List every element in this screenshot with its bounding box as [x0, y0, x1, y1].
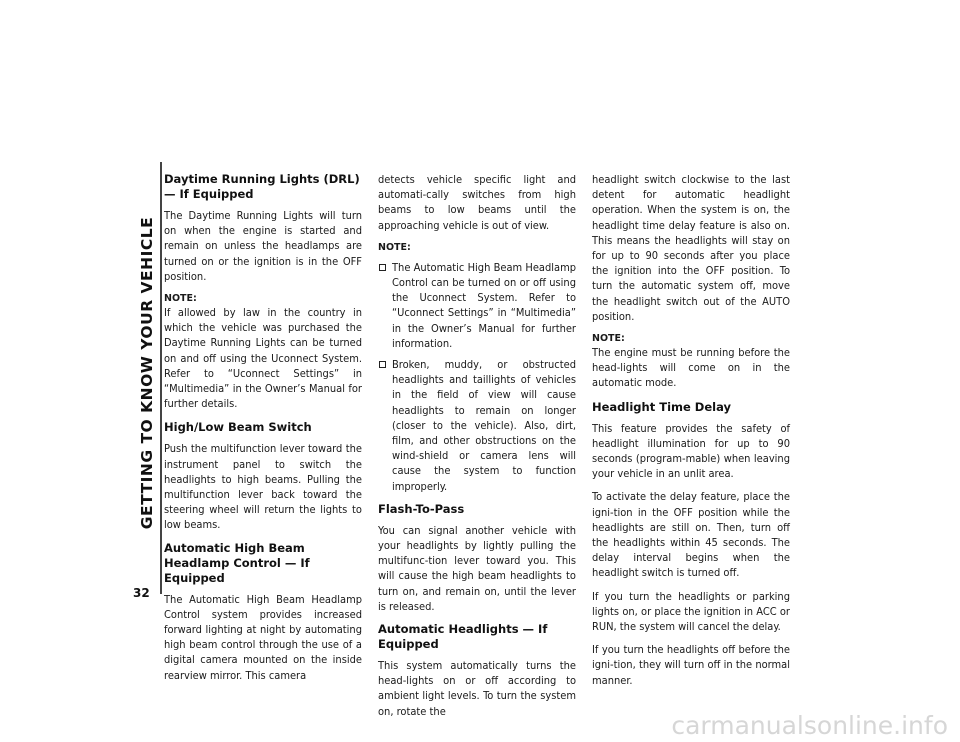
auto-headlights-body: This system automatically turns the head-lights on or off according to ambient light levels. To turn the system on, rotate the	[378, 659, 576, 718]
list-item	[378, 357, 576, 494]
section-title-text: GETTING TO KNOW YOUR VEHICLE	[138, 216, 156, 530]
drl-body: The Daytime Running Lights will turn on when the engine is started and remain on unless the headlamps are turned on or the ignition is in the OFF position.	[164, 209, 362, 283]
auto-headlights-heading: Automatic Headlights — If Equipped	[378, 622, 548, 652]
drl-note	[164, 292, 362, 411]
time-delay-p4: If you turn the headlights off before the igni-tion, they will turn off in the normal manner.	[592, 643, 790, 687]
high-low-heading: High/Low Beam Switch	[164, 420, 312, 435]
bullet-text: Broken, muddy, or obstructed headlights and taillights of vehicles in the field of view will cause headlights to remain on longer (closer to the vehicle). Also, dirt, film, and other obstructions on the wind-shield or camera lens will cause the system to function improperly.	[392, 358, 576, 493]
time-delay-heading: Headlight Time Delay	[592, 399, 731, 414]
page-number: 32	[133, 586, 150, 600]
auto-high-beam-heading: Automatic High Beam Headlamp Control — If Equipped	[164, 540, 310, 585]
drl-heading: Daytime Running Lights (DRL) — If Equipped	[164, 172, 360, 201]
high-low-body: Push the multifunction lever toward the instrument panel to switch the headlights to high beams. Pulling the multifunction lever back toward the steering wheel will return the lights to low beams.	[164, 442, 362, 532]
square-bullet-icon	[379, 361, 386, 368]
column-1	[164, 172, 362, 691]
drl-note-text: If allowed by law in the country in which the vehicle was purchased the Daytime Running Lights can be turned on and off using the Uconnect System. Refer to “Uconnect Settings” in “Multimedia” in the Owner’s Manual for further details.	[164, 306, 362, 411]
site-watermark: carmanualsonline.info	[671, 711, 948, 740]
time-delay-p3: If you turn the headlights or parking lights on, or place the ignition in ACC or RUN, the system will cancel the delay.	[592, 589, 790, 634]
note-label: NOTE:	[378, 241, 411, 253]
column-3	[592, 172, 790, 696]
note-label: NOTE:	[592, 333, 625, 345]
column-2	[378, 172, 576, 727]
auto-headlights-note-text: The engine must be running before the head-lights will come on in the automatic mode.	[592, 346, 790, 390]
time-delay-p1: This feature provides the safety of headlight illumination for up to 90 seconds (program-mable) when leaving your vehicle in an unlit area.	[592, 421, 790, 481]
auto-high-beam-continued: detects vehicle specific light and automati-cally switches from high beams to low beams until the approaching vehicle is out of view.	[378, 173, 576, 232]
note-label: NOTE:	[164, 293, 197, 305]
note-bullet-list	[378, 260, 576, 494]
section-divider	[160, 162, 162, 594]
square-bullet-icon	[379, 264, 386, 271]
time-delay-p2: To activate the delay feature, place the igni-tion in the OFF position while the headlights are still on. Then, turn off the headlights within 45 seconds. The delay interval begins when the headlight switch is turned off.	[592, 490, 790, 580]
flash-to-pass-heading: Flash-To-Pass	[378, 501, 465, 516]
flash-to-pass-body: You can signal another vehicle with your headlights by lightly pulling the multifunc-tion lever toward you. This will cause the high beam headlights to turn on, and remain on, until the lever is released.	[378, 523, 576, 613]
auto-headlights-note	[592, 332, 790, 391]
auto-high-beam-body: The Automatic High Beam Headlamp Control system provides increased forward lighting at night by automating high beam control through the use of a digital camera mounted on the inside rearview mirror. This camera	[164, 592, 362, 682]
auto-headlights-continued: headlight switch clockwise to the last detent for automatic headlight operation. When the system is on, the headlight time delay feature is also on. This means the headlights will stay on for up to 90 seconds after you place the ignition into the OFF position. To turn the automatic system off, move the headlight switch out of the AUTO position.	[592, 173, 790, 323]
bullet-text: The Automatic High Beam Headlamp Control can be turned on or off using the Uconnect System. Refer to “Uconnect Settings” in “Multimedia” in the Owner’s Manual for further information.	[392, 260, 576, 350]
list-item	[378, 260, 576, 351]
section-side-title	[131, 163, 163, 583]
